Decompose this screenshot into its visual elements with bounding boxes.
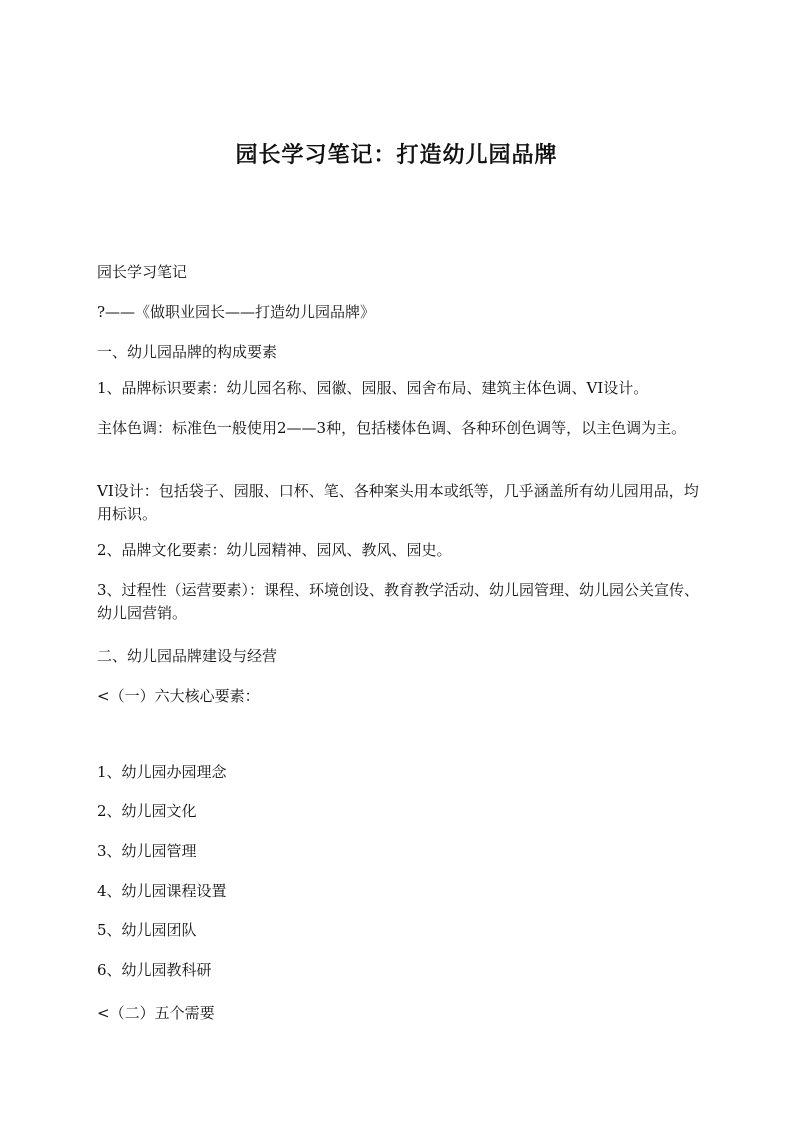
paragraph-brand-culture: 2、品牌文化要素：幼儿园精神、园风、教风、园史。 [97,541,452,559]
list-item: 5、幼儿园团队 [97,921,197,939]
paragraph-brand-identity: 1、品牌标识要素：幼儿园名称、园徽、园服、园舍布局、建筑主体色调、VI设计。 [97,379,649,397]
list-item: 3、幼儿园管理 [97,842,197,860]
list-item: 2、幼儿园文化 [97,802,197,820]
list-item: 6、幼儿园教科研 [97,961,212,979]
paragraph-vi-design: VI设计：包括袋子、园服、口杯、笔、各种案头用本或纸等，几乎涵盖所有幼儿园用品，均用标识。 [97,482,699,523]
section-heading-2: 二、幼儿园品牌建设与经营 [97,647,278,665]
paragraph-process: 3、过程性（运营要素）：课程、环境创设、教育教学活动、幼儿园管理、幼儿园公关宣传、幼儿园营销。 [97,581,700,622]
subsection-heading-1: <（一）六大核心要素： [97,687,260,705]
document-title: 园长学习笔记：打造幼儿园品牌 [235,143,558,168]
list-item: 1、幼儿园办园理念 [97,763,227,781]
subsection-heading-2: <（二）五个需要 [97,1004,215,1022]
paragraph-notes-label: 园长学习笔记 [97,263,188,281]
section-heading-1: 一、幼儿园品牌的构成要素 [97,343,278,361]
paragraph-main-color: 主体色调：标准色一般使用2——3种，包括楼体色调、各种环创色调等，以主色调为主。 [97,419,687,437]
list-item: 4、幼儿园课程设置 [97,882,227,900]
paragraph-book-reference: ?——《做职业园长——打造幼儿园品牌》 [97,303,376,321]
